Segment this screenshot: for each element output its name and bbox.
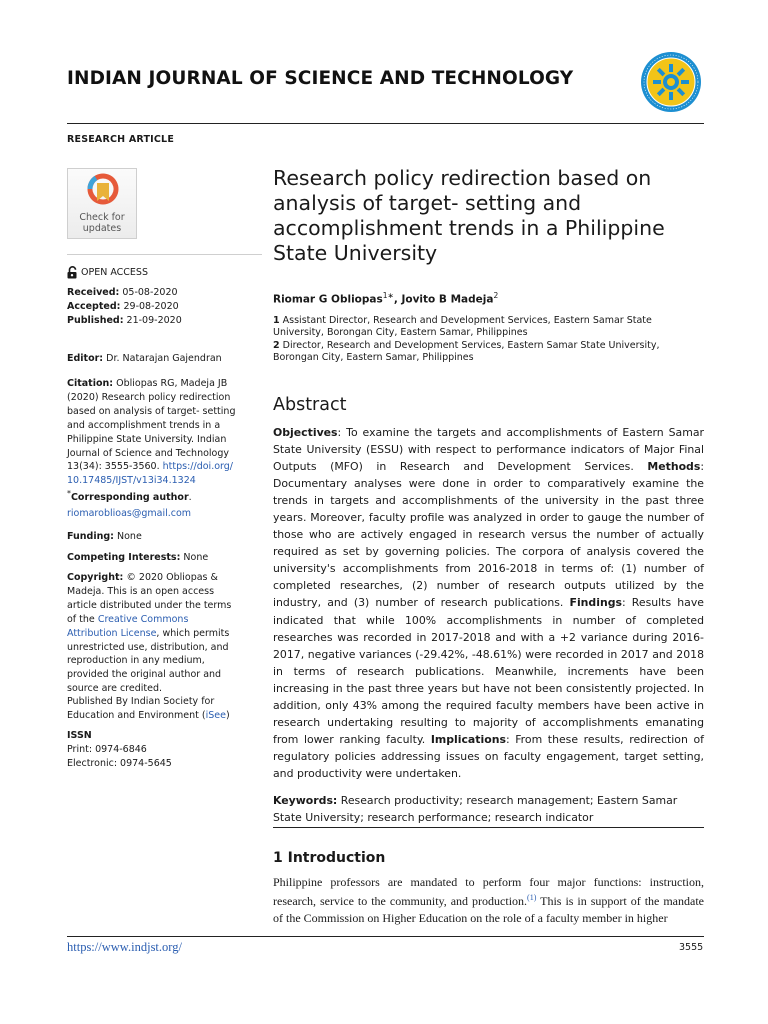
issn-block: ISSN Print: 0974-6846 Electronic: 0974-5645 [67, 730, 172, 769]
open-lock-icon [67, 266, 78, 279]
check-for-updates-button[interactable] [67, 168, 137, 239]
copyright-block: Copyright: © 2020 Obliopas & Madeja. This is an open access article distributed under the terms of the Creative Commons Attribution License, which permits unrestricted use, distribution, and reproduction in any medium, provided the original author and source are credited. [67, 572, 232, 695]
publication-dates [67, 286, 182, 328]
doi-link[interactable]: https://doi.org/10.17485/IJST/v13i34.1324 [67, 461, 233, 487]
abstract-body: Objectives: To examine the targets and accomplishments of Eastern Samar State University (ESSU) with respect to performance indicators of Major Final Outputs (MFO) in Research and Development Services. Methods: Documentary analyses were done in order to comparatively examine the trends in targets and accomplishments of the university in the past three years. Moreover, faculty profile was analyzed in order to gauge the number of those who are actively engaged in research versus the number of actually required as set by governing policies. The corpora of analysis covered the university's accomplishments from 2016-2018 in terms of: (1) number of completed researches, (2) number of research outputs utilized by the industry, and (3) number of research publications. Findings: Results have indicated that while 100% accomplishments in number of completed researches was recorded in 2017-2018 and with a +2 variance during 2016-2017, negative variances (-29.42%, -48.61%) were recorded in 2017 and 2018 in terms of research publications. Meanwhile, increments have been increasing in the past three years but have not been consistently projected. In addition, only 43% among the required faculty members have been active in research undertaking resulting to majority of accomplishments emanating from lower ranking faculty. Implications: From these results, redirection of regulatory policies addressing issues on faculty engagement, target setting, and productivity were undertaken. [273, 426, 705, 780]
publisher-line: Published By Indian Society for Education and Environment (iSee) [67, 696, 230, 721]
email-link[interactable]: riomaroblioas@gmail.com [67, 508, 192, 519]
page-number: 3555 [679, 942, 704, 953]
editor-line: Editor: Dr. Natarajan Gajendran [67, 353, 222, 364]
accepted-date: Accepted: 29-08-2020 [67, 300, 179, 312]
received-date: Received: 05-08-2020 [67, 287, 178, 298]
open-access-label: OPEN ACCESS [81, 267, 148, 278]
reference-link[interactable]: (1) [527, 893, 537, 903]
competing-interests-line: Competing Interests: None [67, 552, 209, 563]
footer-rule [67, 936, 704, 937]
creative-commons-link[interactable]: Creative Commons Attribution License [67, 613, 189, 639]
introduction-heading: 1 Introduction [273, 850, 386, 866]
funding-line: Funding: None [67, 531, 142, 542]
abstract-heading: Abstract [273, 395, 347, 415]
paper-title: Research policy redirection based on analysis of target- setting and accomplishment trends in a Philippine State University [273, 166, 665, 265]
keywords-rule [273, 827, 704, 828]
check-for-updates-icon [68, 169, 138, 213]
journal-seal-logo-icon [640, 51, 702, 113]
affiliations [273, 315, 703, 364]
check-for-updates-label: Check for updates [79, 212, 125, 234]
sidebar-rule [67, 254, 262, 255]
header-rule [67, 123, 704, 124]
isee-link[interactable]: iSee [205, 709, 226, 721]
corresponding-author-line: *Corresponding author. [67, 489, 192, 504]
article-type-label: RESEARCH ARTICLE [67, 134, 175, 145]
author-list: Riomar G Obliopas$^{1∗}$, Jovito B Madeja$^2$ [273, 291, 499, 306]
journal-title: INDIAN JOURNAL OF SCIENCE AND TECHNOLOGY [67, 68, 574, 89]
open-access-badge [67, 266, 148, 280]
issn-print: Print: 0974-6846 [67, 743, 147, 755]
issn-electronic: Electronic: 0974-5645 [67, 757, 172, 769]
affiliation-2: 2 Director, Research and Development Services, Eastern Samar State University, Borongan City, Eastern Samar, Philippines [273, 339, 660, 363]
affiliation-1: 1 Assistant Director, Research and Development Services, Eastern Samar State University, Borongan City, Eastern Samar, Philippines [273, 315, 652, 339]
citation-block: Citation: Obliopas RG, Madeja JB (2020) Research policy redirection based on analysis of target- setting and accomplishment trends in a Philippine State University. Indian Journal of Science and Technology 13(34): 3555-3560. https://doi.org/10.17485/IJST/v13i34.1324 [67, 378, 236, 487]
keywords: Keywords: Research productivity; research management; Eastern Samar State University; research performance; research indicator [273, 794, 678, 825]
published-date: Published: 21-09-2020 [67, 314, 182, 326]
introduction-body: Philippine professors are mandated to perform four major functions: instruction, research, service to the community, and production.$^{(1)}$ This is in support of the mandate of the Commission on Higher Education on the role of a faculty member in higher [273, 875, 704, 925]
journal-url-link[interactable]: https://www.indjst.org/ [67, 940, 182, 954]
